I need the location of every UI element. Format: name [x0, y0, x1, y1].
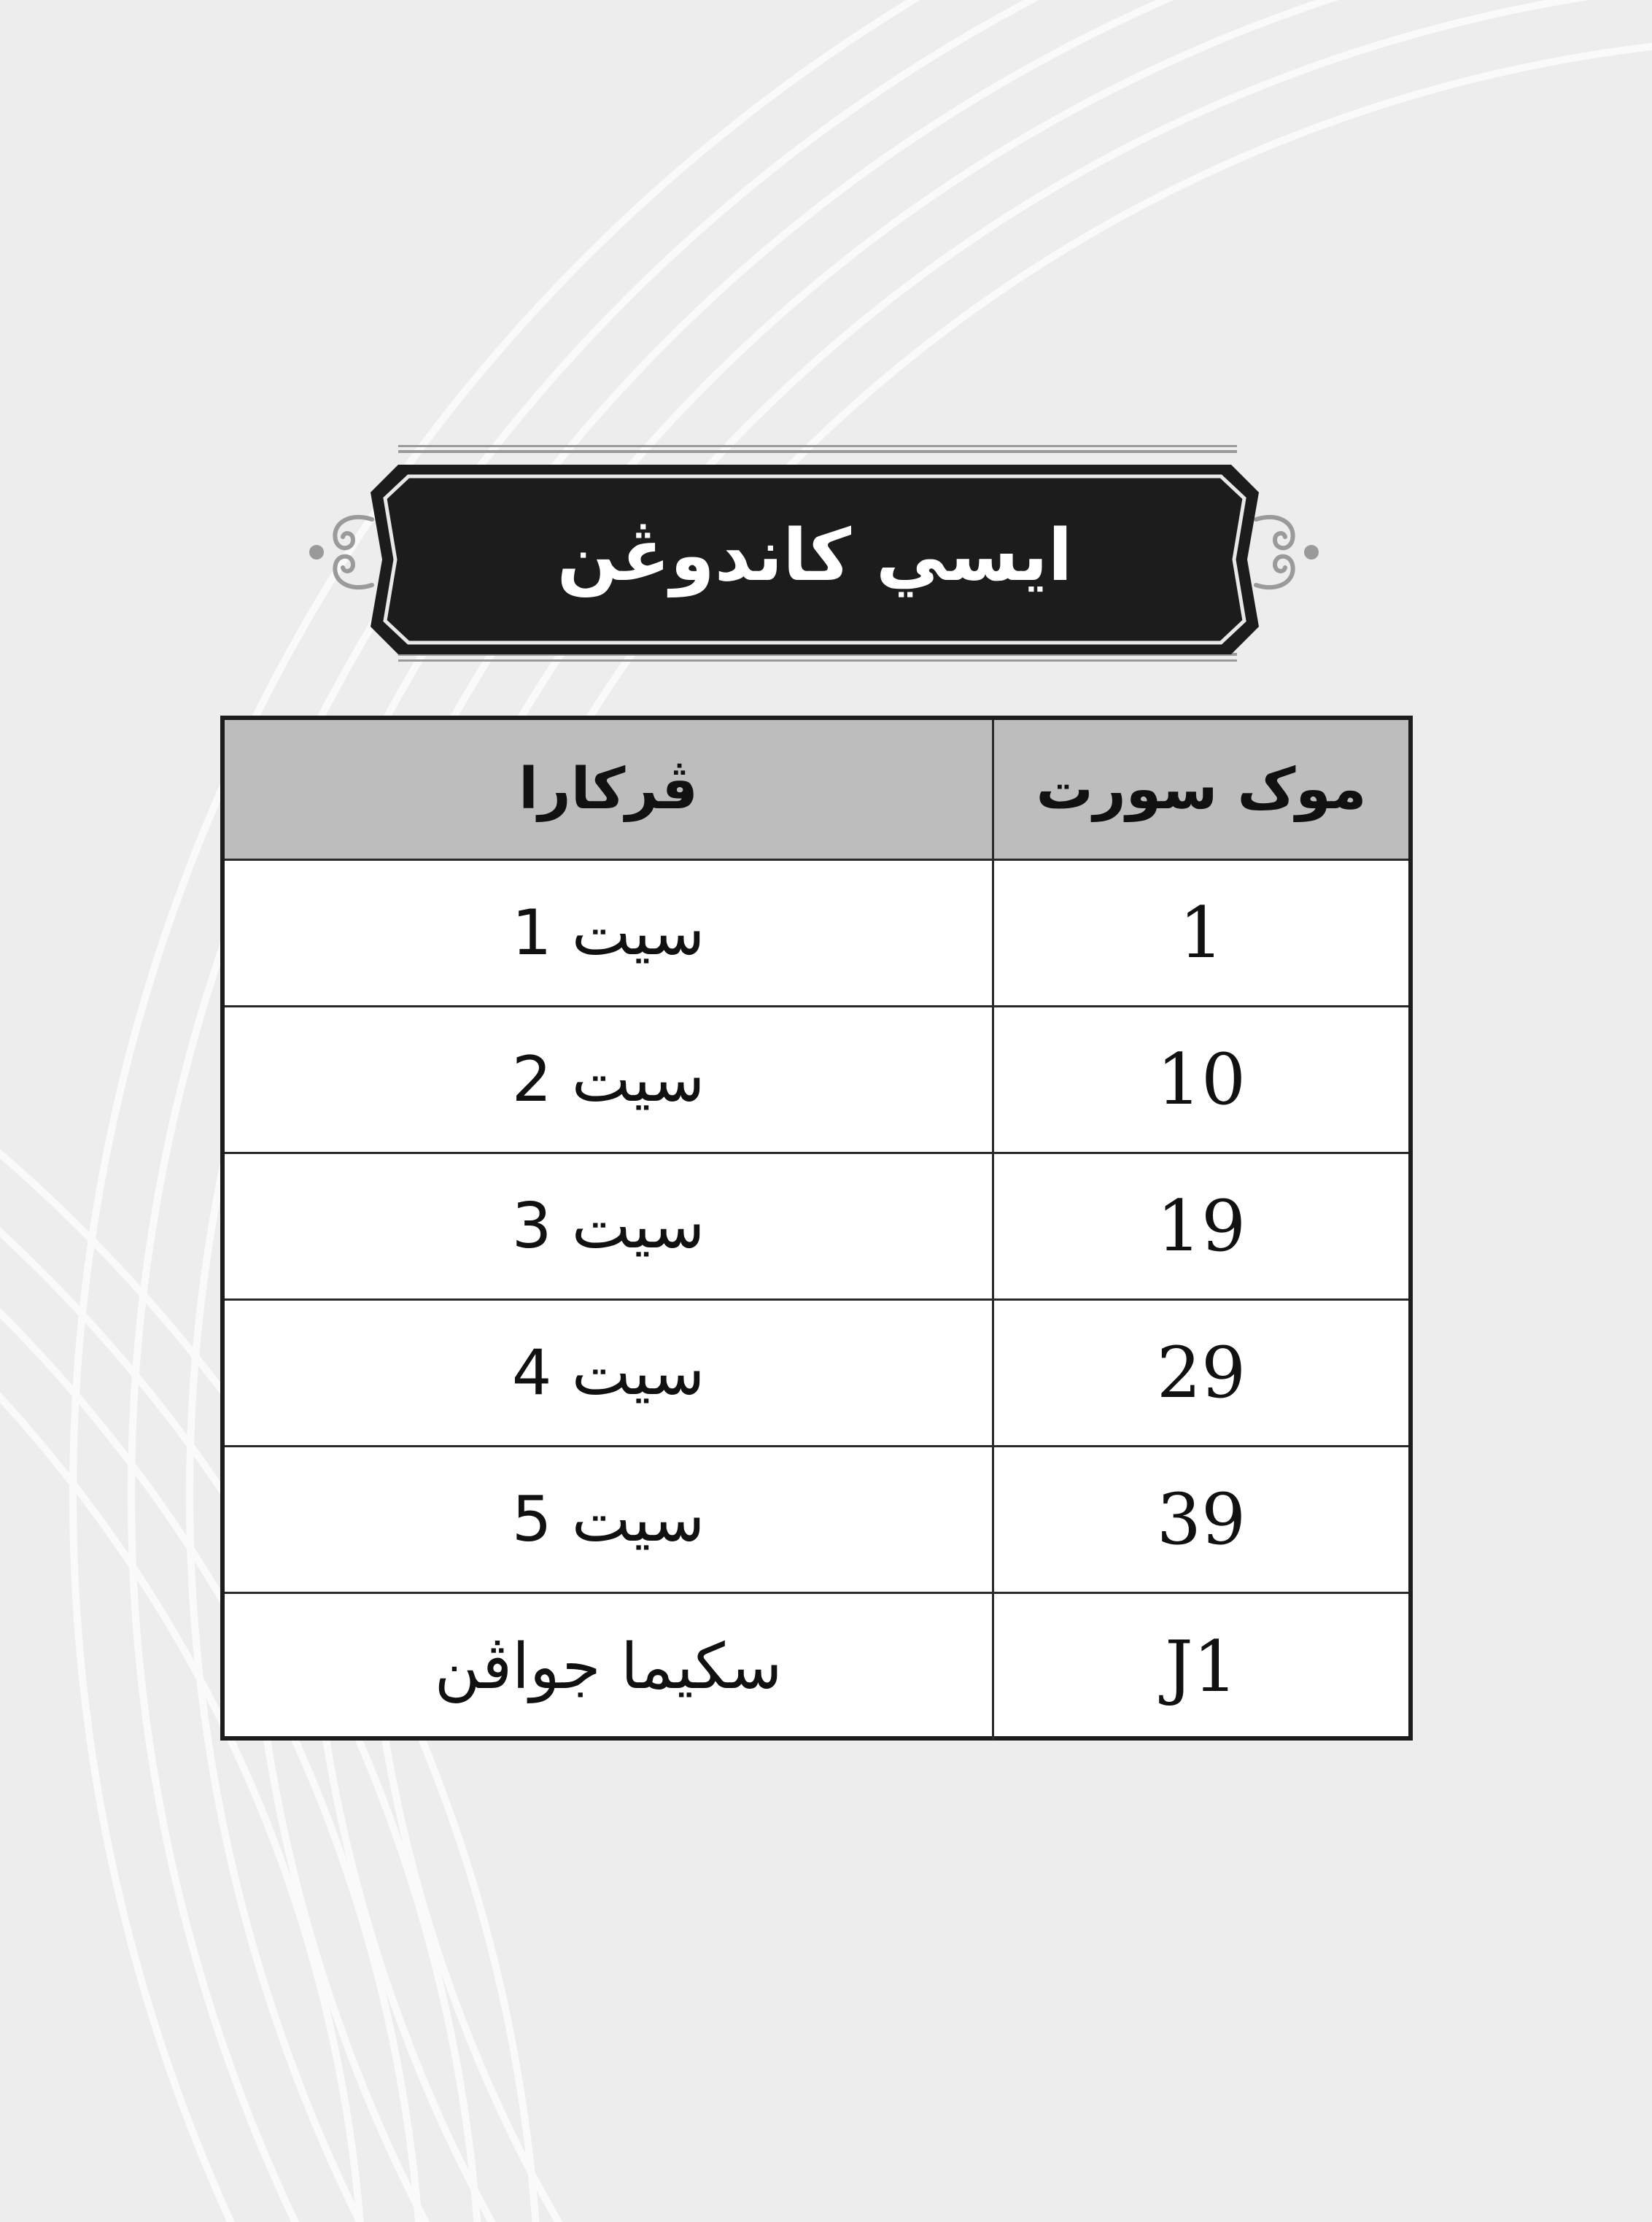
section-label: سيت 5	[511, 1483, 705, 1556]
page-number: 1	[1179, 892, 1224, 974]
page-cell	[994, 1007, 1408, 1152]
left-ornament-icon	[306, 505, 379, 600]
page-number: 29	[1156, 1332, 1246, 1414]
page-cell	[994, 1154, 1408, 1298]
section-cell	[225, 1154, 994, 1298]
table-row	[225, 861, 1408, 1007]
section-label: سکيما جواڤن	[434, 1630, 783, 1703]
page-cell	[994, 1301, 1408, 1445]
section-label: سيت 1	[511, 897, 705, 969]
banner-top-rule	[398, 445, 1237, 455]
table-row	[225, 1154, 1408, 1301]
table-row	[225, 1007, 1408, 1154]
page-cell	[994, 861, 1408, 1005]
table-row	[225, 1594, 1408, 1740]
section-cell	[225, 1007, 994, 1152]
page-number: J1	[1165, 1626, 1238, 1708]
header-section-label: ڤرکارا	[519, 756, 698, 822]
section-label: سيت 4	[511, 1336, 705, 1409]
page-number: 39	[1156, 1479, 1246, 1560]
section-cell	[225, 861, 994, 1005]
page-cell	[994, 1447, 1408, 1592]
section-cell	[225, 1447, 994, 1592]
table-row	[225, 1447, 1408, 1594]
header-section-cell	[225, 720, 994, 859]
section-label: سيت 3	[511, 1190, 705, 1263]
section-label: سيت 2	[511, 1043, 705, 1116]
page-number: 10	[1156, 1039, 1246, 1120]
section-cell	[225, 1594, 994, 1740]
page-cell	[994, 1594, 1408, 1740]
table-row	[225, 1301, 1408, 1447]
right-ornament-icon	[1249, 505, 1322, 600]
title-banner	[371, 465, 1259, 654]
page-title: ايسي کاندوڠن	[557, 514, 1073, 597]
banner-bottom-rule	[398, 653, 1237, 663]
page-number: 19	[1156, 1185, 1246, 1267]
contents-table	[220, 716, 1413, 1741]
table-header-row	[225, 720, 1408, 861]
header-page-cell	[994, 720, 1408, 859]
section-cell	[225, 1301, 994, 1445]
header-page-label: موک سورت	[1036, 756, 1367, 822]
